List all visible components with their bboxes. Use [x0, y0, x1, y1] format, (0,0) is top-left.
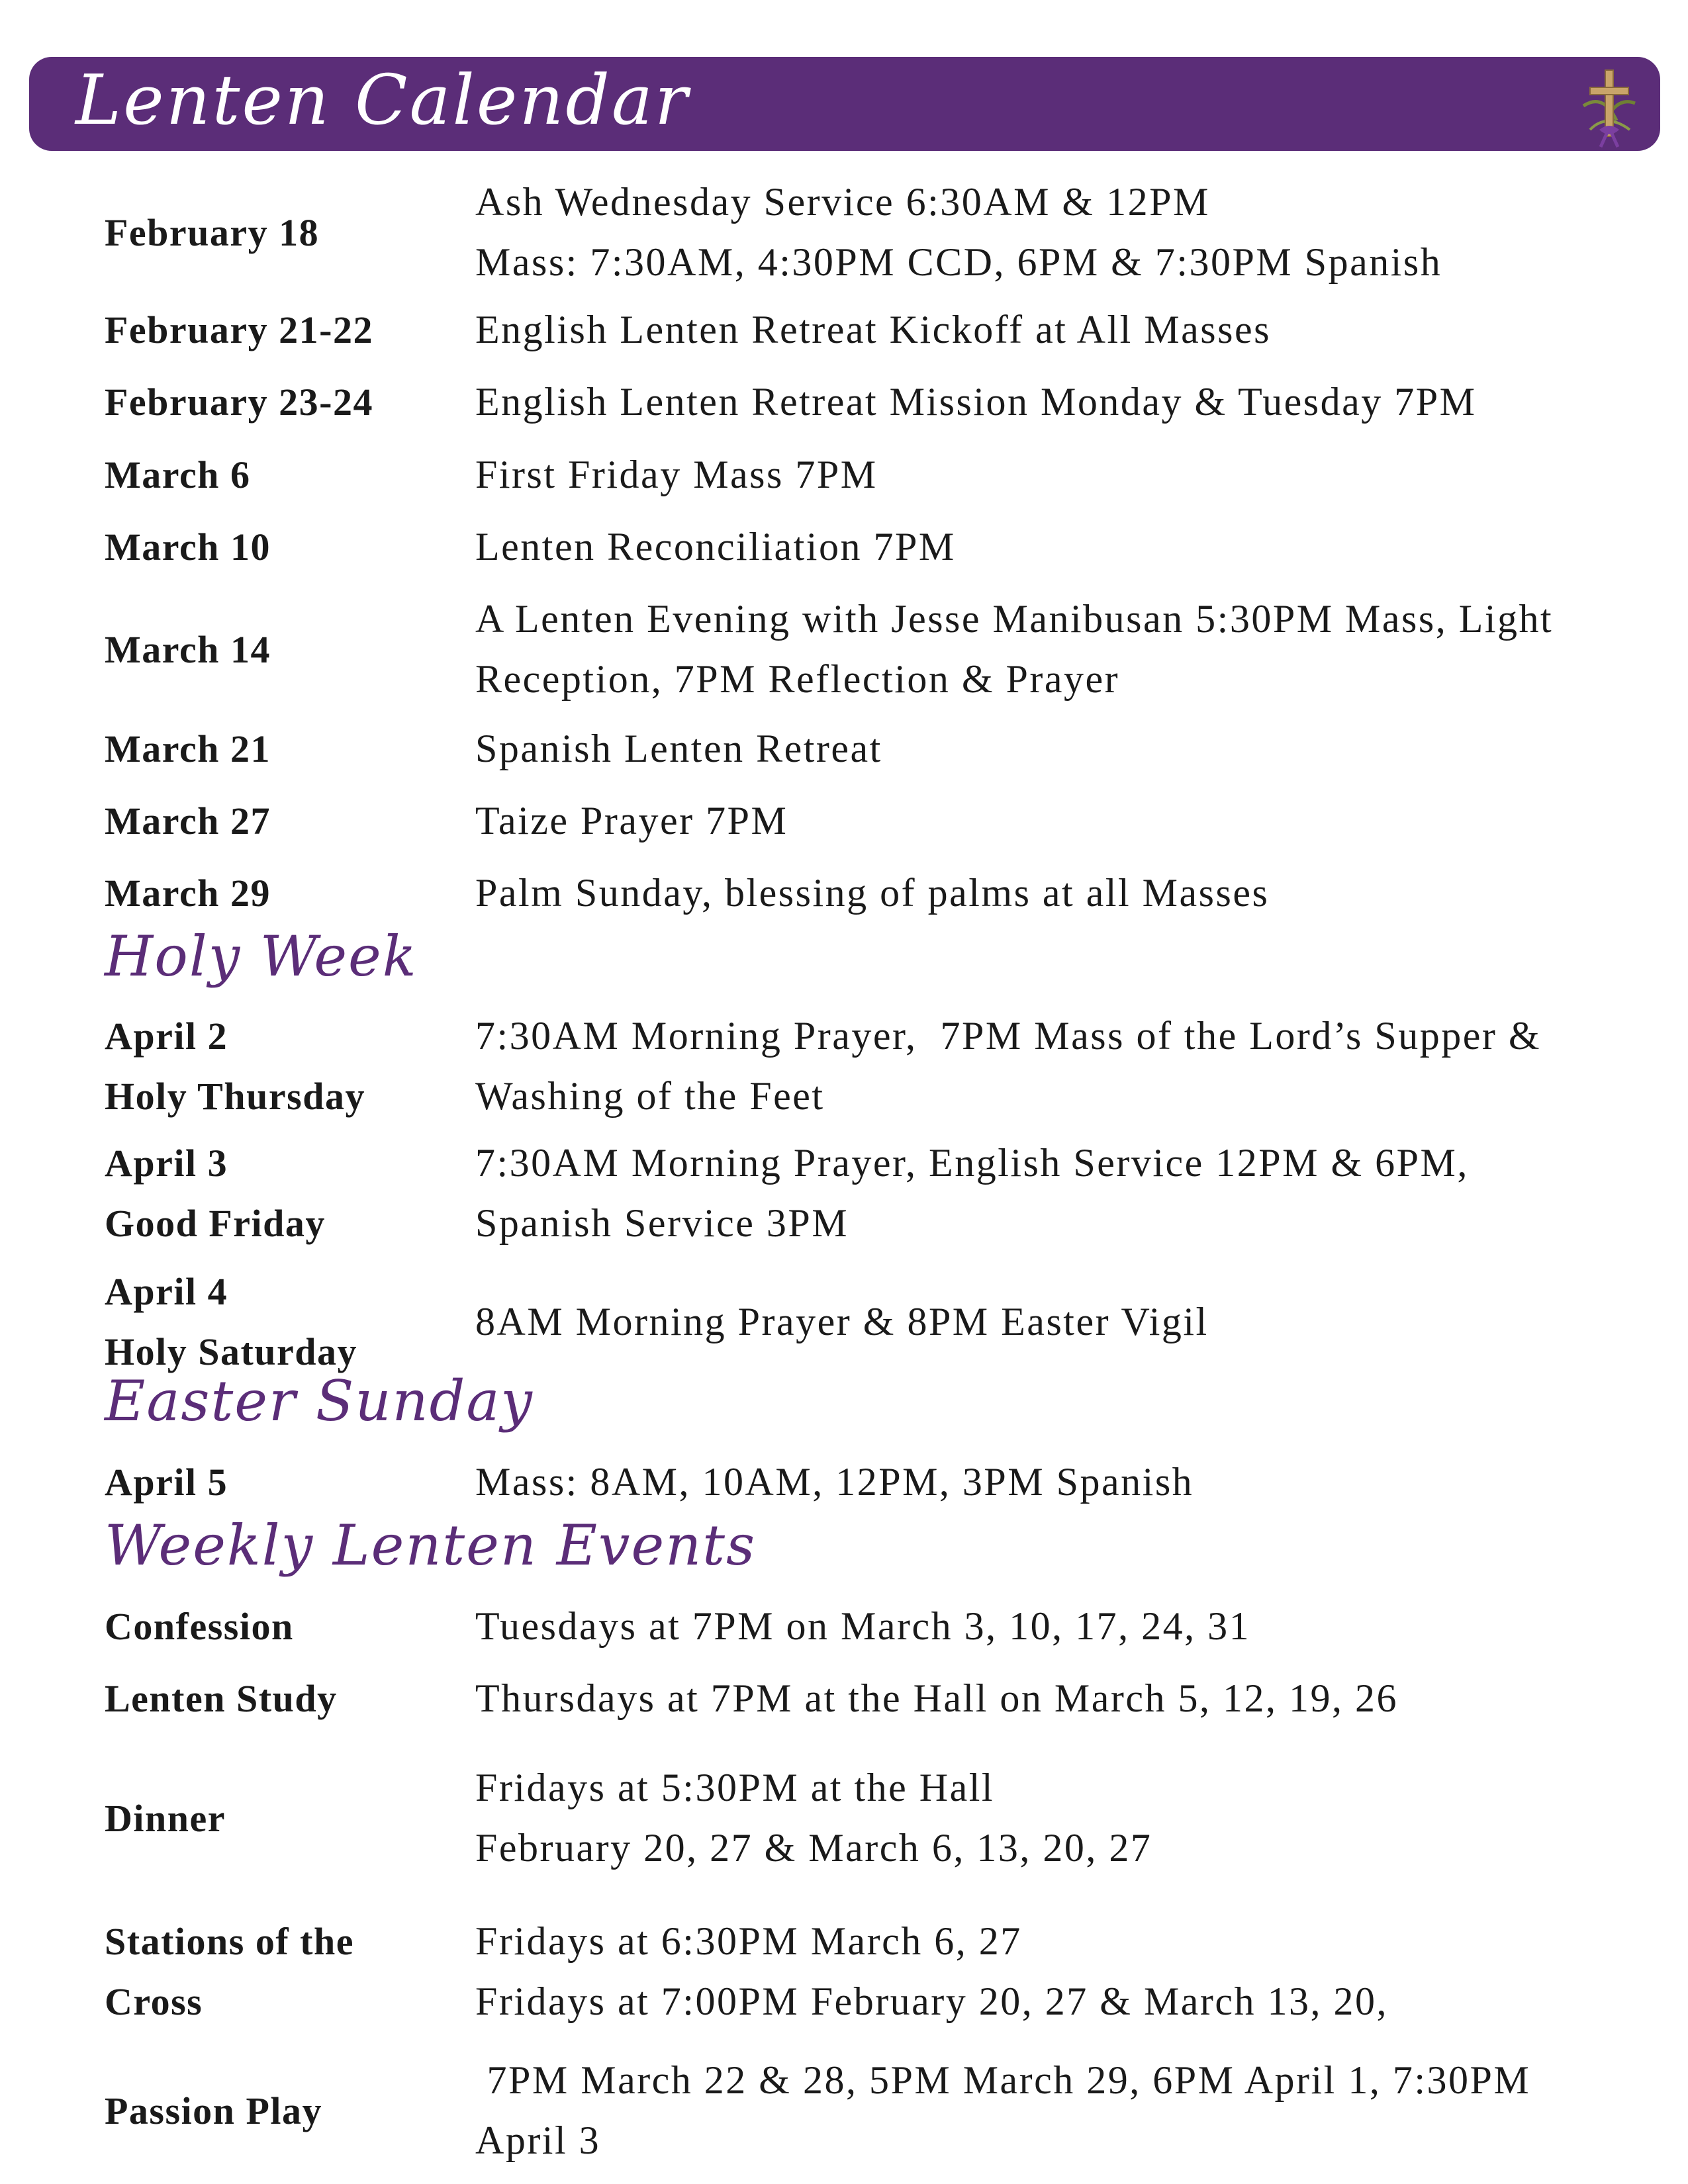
holy-week-desc: Washing of the Feet	[475, 1074, 825, 1118]
weekly-event-name: Lenten Study	[105, 1677, 338, 1720]
holy-week-desc: 7:30AM Morning Prayer, 7PM Mass of the Lord’s Supper &	[475, 1014, 1542, 1058]
calendar-desc: A Lenten Evening with Jesse Manibusan 5:30PM Mass, Light	[475, 597, 1554, 641]
holy-week-desc: 8AM Morning Prayer & 8PM Easter Vigil	[475, 1300, 1209, 1343]
holy-week-day: Good Friday	[105, 1202, 326, 1245]
page-title: Lenten Calendar	[75, 60, 690, 140]
calendar-desc: Spanish Lenten Retreat	[475, 727, 882, 770]
section-title-weekly-events: Weekly Lenten Events	[105, 1513, 757, 1578]
calendar-date: February 18	[105, 211, 320, 254]
calendar-desc: Taize Prayer 7PM	[475, 799, 788, 842]
calendar-date: March 27	[105, 799, 271, 842]
weekly-event-desc: Fridays at 6:30PM March 6, 27	[475, 1919, 1022, 1963]
holy-week-date: April 4	[105, 1270, 228, 1313]
section-title-holy-week: Holy Week	[105, 924, 418, 989]
holy-week-date: April 2	[105, 1015, 228, 1058]
calendar-date: March 6	[105, 453, 251, 496]
calendar-desc: Reception, 7PM Reflection & Prayer	[475, 657, 1120, 701]
weekly-event-desc: February 20, 27 & March 6, 13, 20, 27	[475, 1826, 1152, 1870]
calendar-date: March 21	[105, 727, 271, 770]
holy-week-desc: 7:30AM Morning Prayer, English Service 12PM & 6PM,	[475, 1141, 1469, 1185]
calendar-desc: Lenten Reconciliation 7PM	[475, 525, 956, 569]
holy-week-day: Holy Thursday	[105, 1075, 365, 1118]
weekly-event-desc: April 3	[475, 2118, 601, 2162]
weekly-event-desc: Fridays at 7:00PM February 20, 27 & March 13, 20,	[475, 1979, 1389, 2023]
weekly-event-desc: Thursdays at 7PM at the Hall on March 5, 12, 19, 26	[475, 1676, 1398, 1720]
cross-palm-icon	[1570, 66, 1648, 148]
weekly-event-name: Confession	[105, 1605, 294, 1648]
calendar-date: March 10	[105, 525, 271, 569]
header-banner	[29, 57, 1660, 151]
calendar-date: February 23-24	[105, 381, 373, 424]
weekly-event-desc: 7PM March 22 & 28, 5PM March 29, 6PM April 1, 7:30PM	[475, 2058, 1531, 2102]
calendar-date: February 21-22	[105, 308, 373, 351]
section-title-easter-sunday: Easter Sunday	[105, 1369, 534, 1433]
weekly-event-name: Stations of the	[105, 1920, 354, 1963]
easter-date: April 5	[105, 1461, 228, 1504]
holy-week-desc: Spanish Service 3PM	[475, 1201, 849, 1245]
weekly-event-name: Passion Play	[105, 2089, 322, 2132]
weekly-event-name: Cross	[105, 1980, 203, 2023]
weekly-event-desc: Fridays at 5:30PM at the Hall	[475, 1766, 995, 1809]
weekly-event-name: Dinner	[105, 1797, 226, 1840]
weekly-event-desc: Tuesdays at 7PM on March 3, 10, 17, 24, 31	[475, 1604, 1251, 1648]
calendar-desc: English Lenten Retreat Mission Monday & Tuesday 7PM	[475, 380, 1477, 424]
holy-week-day: Holy Saturday	[105, 1330, 358, 1373]
calendar-desc: Palm Sunday, blessing of palms at all Masses	[475, 871, 1270, 915]
easter-desc: Mass: 8AM, 10AM, 12PM, 3PM Spanish	[475, 1460, 1194, 1504]
holy-week-date: April 3	[105, 1142, 228, 1185]
calendar-desc: Mass: 7:30AM, 4:30PM CCD, 6PM & 7:30PM Spanish	[475, 240, 1442, 284]
calendar-desc: Ash Wednesday Service 6:30AM & 12PM	[475, 180, 1210, 224]
calendar-desc: First Friday Mass 7PM	[475, 453, 878, 496]
calendar-date: March 14	[105, 628, 271, 671]
calendar-date: March 29	[105, 872, 271, 915]
calendar-desc: English Lenten Retreat Kickoff at All Masses	[475, 308, 1271, 351]
